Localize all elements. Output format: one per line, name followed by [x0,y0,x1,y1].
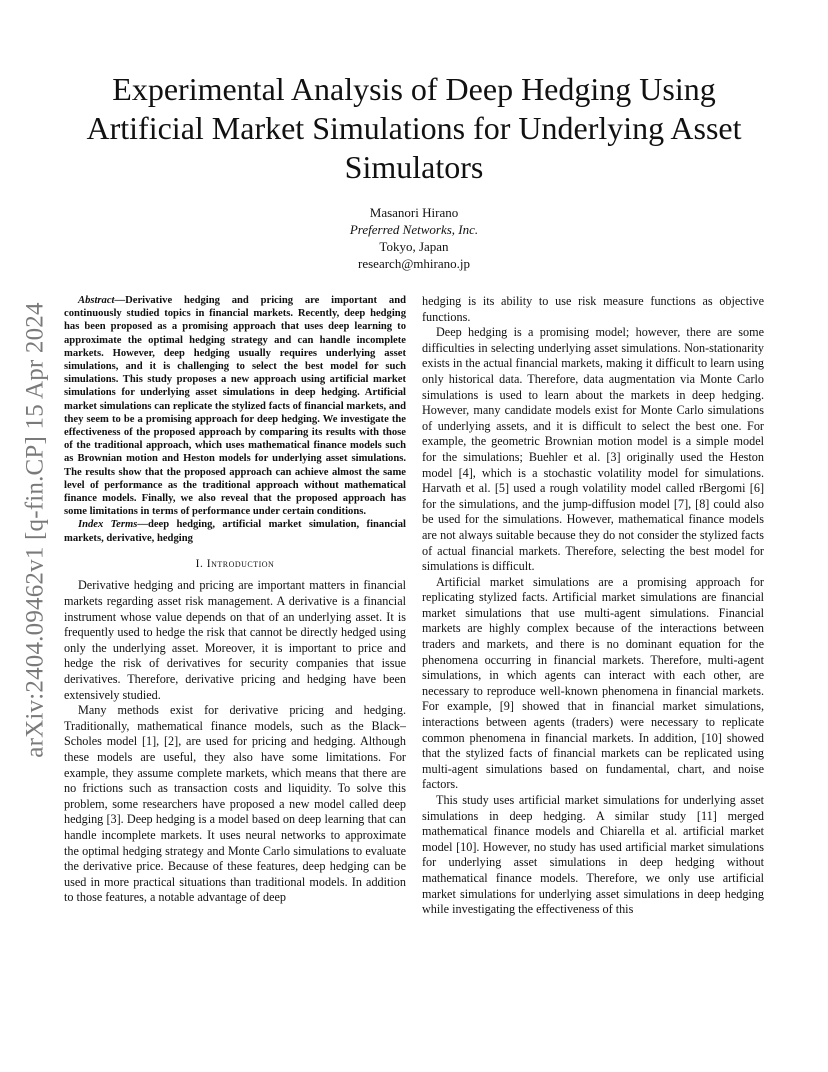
right-paragraph-1: hedging is its ability to use risk measure functions as objective functions. [422,294,764,324]
right-paragraph-2: Deep hedging is a promising model; however, there are some difficulties in selecting underlying asset simulations. Non-stationarity exists in the actual financial markets, making it difficult to learn using only historical data. Therefore, data augmentation via Monte Carlo simulations is used to learn about the markets in deep hedging. However, many candidate models exist for Monte Carlo simulations of underlying assets, and it is difficult to select the best one. For example, the geometric Brownian motion model is a simple model for the simulations; Buehler et al. [3] originally used the Heston model [4], which is a stochastic volatility model for simulations. Harvath et al. [5] used a rough volatility model called rBergomi [6] for the simulations, and the jump-diffusion model [7], [8] could also be used for the simulations. However, mathematical finance models are not always suitable because they do not consider the stylized facts of actual financial markets. Therefore, selecting the best model for simulations is difficult. [422,325,764,574]
paper-title: Experimental Analysis of Deep Hedging Using Artificial Market Simulations for Underlying Asset Simulators [86,71,742,185]
author-block [214,204,614,272]
abstract-label: Abstract [78,295,115,306]
index-terms-text: —deep hedging, artificial market simulation, financial markets, derivative, hedging [64,519,406,544]
left-column [64,294,406,906]
index-terms-label: Index Terms [78,519,138,531]
abstract [64,294,406,518]
right-paragraph-4: This study uses artificial market simulations for underlying asset simulations in deep hedging. A similar study [11] merged mathematical finance models and Chiarella et al. artificial market model [10]. However, no study has used artificial market simulations for underlying asset simulations in deep hedging without mathematical finance models. Therefore, we only use artificial market simulations for underlying asset simulations in deep hedging while investigating the effectiveness of this [422,793,764,917]
abstract-text: —Derivative hedging and pricing are important and continuously studied topics in financial markets. Recently, deep hedging has been proposed as a promising approach that uses deep learning to approximate the optimal hedging strategy and can handle incomplete markets. However, deep hedging usually requires underlying asset simulations, and it is challenging to select the best model for such simulations. This study proposes a new approach using artificial market simulations for underlying asset simulations in deep hedging. Artificial market simulations can replicate the stylized facts of financial markets, and they seem to be a promising approach for deep hedging. We investigate the effectiveness of the proposed approach by comparing its results with those of the traditional approach, which uses mathematical finance models such as Brownian motion and Heston models for underlying asset simulations. The results show that the proposed approach can achieve almost the same level of performance as the traditional approach without mathematical finance models. Finally, we also reveal that the proposed approach has some limitations in terms of performance under certain conditions. [64,295,406,518]
author-name: Masanori Hirano [369,205,459,220]
section-heading: I. Introduction [195,557,275,570]
arxiv-stamp[interactable] [18,280,54,780]
right-paragraph-3: Artificial market simulations are a promising approach for replicating stylized facts. Artificial market simulations are financial market simulations that use multi-agent simulations. Financial markets are highly complex because of the interactions between traders and markets, and there is no dominant equation for the phenomena occurring in financial markets. Therefore, multi-agent simulations, in which agents can interact with each other, are necessary to reproduce well-known phenomena in financial markets. For example, [9] showed that in financial market simulations, interactions between agents (traders) were necessary to replicate common phenomena in financial markets. In addition, [10] showed that the stylized facts of financial markets can be replicated using multi-agent simulations based on fundamental, chart, and noise factors. [422,574,764,792]
author-location: Tokyo, Japan [379,239,449,254]
author-email[interactable]: research@mhirano.jp [358,256,470,271]
author-affiliation: Preferred Networks, Inc. [349,222,479,237]
index-terms [64,518,406,544]
right-column [422,294,764,918]
left-paragraph-2: Many methods exist for derivative pricing and hedging. Traditionally, mathematical finance models, such as the Black–Scholes model [1], [2], are used for pricing and hedging. Although these models are useful, they also have some limitations. For example, they assume complete markets, which means that there are no frictions such as transaction costs and liquidity. To solve this problem, some researchers have proposed a new model called deep hedging [3]. Deep hedging is a model based on deep learning that can handle incomplete markets. It uses neural networks to approximate the optimal hedging strategy and Monte Carlo simulations to evaluate the derivative price. Because of these features, deep hedging can be used in more practical situations than traditional models. In addition to those features, a notable advantage of deep [64,703,406,905]
arxiv-stamp-text: arXiv:2404.09462v1 [q-fin.CP] 15 Apr 2024 [22,302,49,758]
left-paragraph-1: Derivative hedging and pricing are important matters in financial markets regarding asset risk management. A derivative is a financial instrument whose value depends on that of an underlying asset. It is frequently used to hedge the risk that cannot be directly hedged using only the underlying asset. Moreover, it is important to price and hedge the risk of derivatives for security companies that issue derivatives. Therefore, derivative pricing and hedging have been extensively studied. [64,578,406,702]
